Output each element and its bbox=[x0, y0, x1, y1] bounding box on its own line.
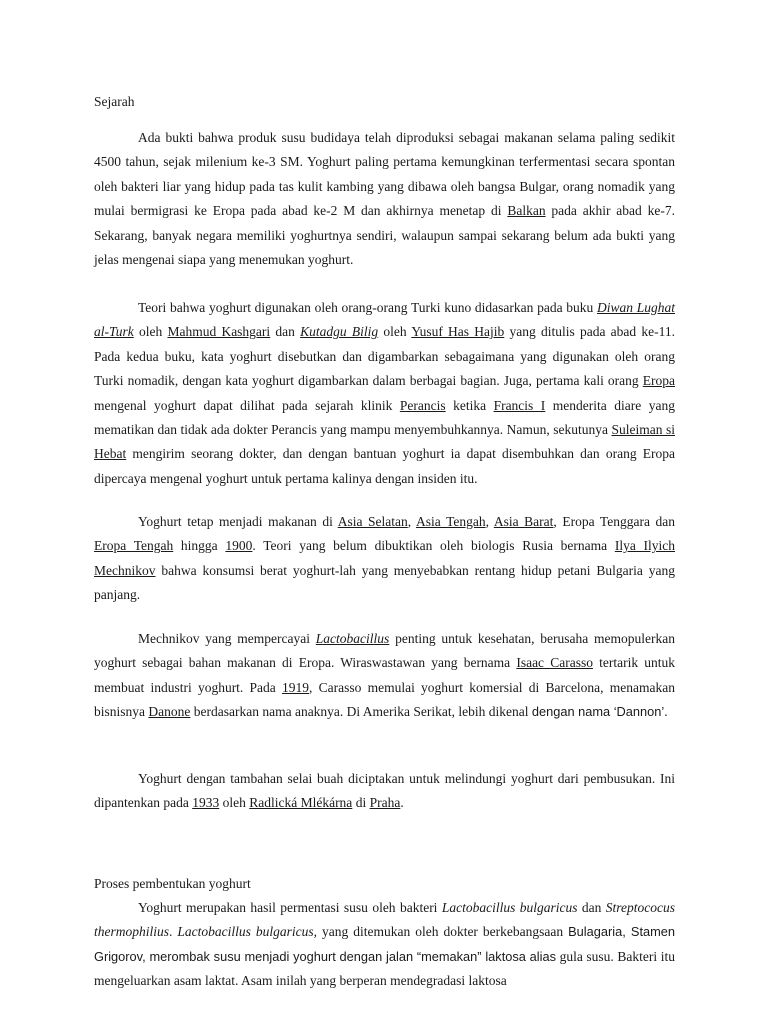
link-eropa-tengah[interactable]: Eropa Tengah bbox=[94, 538, 174, 554]
text: mengirim seorang dokter, dan dengan bantuan yoghurt ia dapat disembuhkan dan orang Eropa dipercaya mengenal yoghurt untuk pertama kalinya dengan insiden itu. bbox=[94, 446, 675, 486]
link-isaac-carasso[interactable]: Isaac Carasso bbox=[516, 655, 593, 671]
text: Yoghurt merupakan hasil permentasi susu oleh bakteri bbox=[138, 900, 442, 915]
text: oleh bbox=[219, 795, 250, 811]
text: dan bbox=[270, 324, 301, 340]
link-radlicka-mlekarna[interactable]: Radlická Mlékárna bbox=[249, 795, 353, 811]
paragraph-5 bbox=[94, 767, 675, 816]
text: mengenal yoghurt dapat dilihat pada sejarah klinik bbox=[94, 397, 400, 413]
link-mahmud-kashgari[interactable]: Mahmud Kashgari bbox=[167, 324, 271, 340]
paragraph-6 bbox=[94, 896, 675, 994]
section-heading-sejarah: Sejarah bbox=[94, 94, 135, 109]
text-grigorov: Bulagaria, Stamen Grigorov, merombak susu menjadi yoghurt dengan jalan “memakan” laktosa alias bbox=[94, 924, 676, 964]
paragraph-2 bbox=[94, 296, 675, 491]
text: Yoghurt tetap menjadi makanan di bbox=[138, 514, 338, 529]
text: oleh bbox=[378, 324, 412, 340]
link-yusuf-has-hajib[interactable]: Yusuf Has Hajib bbox=[411, 324, 505, 340]
text: oleh bbox=[133, 324, 168, 340]
text: , bbox=[485, 514, 494, 529]
paragraph-1 bbox=[94, 126, 675, 272]
text: Teori bahwa yoghurt digunakan oleh orang-orang Turki kuno didasarkan pada buku bbox=[138, 300, 598, 315]
text: pada akhir abad ke-7. Sekarang, banyak negara memiliki yoghurtnya sendiri, walaupun sampai sekarang belum ada bukti yang jelas mengenai siapa yang menemukan yoghurt. bbox=[94, 203, 675, 268]
text: Yoghurt dengan tambahan selai buah diciptakan untuk melindungi yoghurt dari pembusukan. Ini dipantenkan pada bbox=[94, 771, 675, 811]
text: hingga bbox=[173, 538, 226, 554]
link-1919[interactable]: 1919 bbox=[282, 679, 310, 695]
link-balkan[interactable]: Balkan bbox=[507, 203, 546, 219]
link-eropa[interactable]: Eropa bbox=[642, 373, 675, 389]
link-1900[interactable]: 1900 bbox=[225, 538, 253, 554]
text: bahwa konsumsi berat yoghurt-lah yang menyebabkan rentang hidup petani Bulgaria yang panjang. bbox=[94, 562, 675, 603]
text: gula susu. Bakteri itu mengeluarkan asam laktat. Asam inilah yang berperan mendegradasi laktosa bbox=[94, 948, 675, 989]
link-danone[interactable]: Danone bbox=[148, 704, 191, 720]
text: , Carasso memulai yoghurt komersial di Barcelona, menamakan bisnisnya bbox=[94, 679, 675, 720]
link-1933[interactable]: 1933 bbox=[192, 795, 220, 811]
link-francis-i[interactable]: Francis I bbox=[493, 397, 546, 413]
link-text: Lactobacillus bbox=[315, 631, 390, 646]
italic-term: Streptococus thermophilius bbox=[94, 900, 675, 940]
text: . bbox=[664, 704, 668, 720]
text: berdasarkan nama anaknya. Di Amerika Serikat, lebih dikenal bbox=[190, 704, 532, 720]
italic-term: Lactobacillus bulgaricus bbox=[441, 900, 578, 915]
link-praha[interactable]: Praha bbox=[369, 795, 401, 811]
section-heading-proses: Proses pembentukan yoghurt bbox=[94, 876, 251, 891]
link-text: Kutadgu Bilig bbox=[300, 324, 379, 340]
text: dan bbox=[577, 900, 606, 915]
text: Ada bukti bahwa produk susu budidaya telah diproduksi sebagai makanan selama paling sedikit 4500 tahun, sejak milenium ke-3 SM. Yoghurt paling pertama kemungkinan terfermentasi secara spontan oleh bakteri liar yang hidup pada tas kulit kambing yang dibawa oleh bangsa Bulgar, orang nomadik yang mulai bermigrasi ke Eropa pada abad ke-2 M dan akhirnya menetap di bbox=[94, 130, 675, 219]
text: . bbox=[169, 924, 178, 940]
link-kutadgu-bilig[interactable] bbox=[300, 324, 378, 339]
text: Mechnikov yang mempercayai bbox=[138, 631, 316, 646]
text: ketika bbox=[445, 397, 494, 413]
link-asia-tengah[interactable]: Asia Tengah bbox=[416, 514, 486, 529]
link-text: Diwan Lughat al-Turk bbox=[94, 300, 675, 340]
text: yang ditemukan oleh dokter berkebangsaan bbox=[317, 924, 569, 940]
text: , Eropa Tenggara dan bbox=[553, 514, 676, 529]
text: yang ditulis pada abad ke-11. Pada kedua buku, kata yoghurt disebutkan dan digambarkan sebagaimana yang digunakan oleh orang Turki nomadik, dengan kata yoghurt digambarkan dalam berbagai bagian. Juga, pertama kali orang bbox=[94, 324, 675, 389]
text: , bbox=[407, 514, 416, 529]
text: menderita diare yang mematikan dan tidak ada dokter Perancis yang mampu menyembuhkannya. Namun, sekutunya bbox=[94, 397, 675, 438]
link-suleiman[interactable]: Suleiman si Hebat bbox=[94, 422, 676, 462]
paragraph-4 bbox=[94, 627, 675, 725]
text: . Teori yang belum dibuktikan oleh biologis Rusia bernama bbox=[252, 538, 615, 554]
text: penting untuk kesehatan, berusaha memopulerkan yoghurt sebagai bahan makanan di Eropa. Wiraswastawan yang bernama bbox=[94, 631, 675, 671]
link-mechnikov[interactable]: Ilya Ilyich Mechnikov bbox=[94, 538, 676, 578]
text: tertarik untuk membuat industri yoghurt. Pada bbox=[94, 655, 675, 695]
link-perancis[interactable]: Perancis bbox=[399, 397, 446, 413]
link-lactobacillus[interactable] bbox=[316, 631, 390, 646]
link-asia-barat[interactable]: Asia Barat bbox=[493, 514, 554, 529]
italic-term: Lactobacillus bulgaricus, bbox=[177, 924, 318, 940]
link-asia-selatan[interactable]: Asia Selatan bbox=[337, 514, 408, 529]
text: di bbox=[352, 795, 370, 811]
text-dannon: dengan nama ‘Dannon’ bbox=[531, 704, 665, 720]
paragraph-3 bbox=[94, 510, 675, 608]
text: . bbox=[400, 795, 404, 811]
